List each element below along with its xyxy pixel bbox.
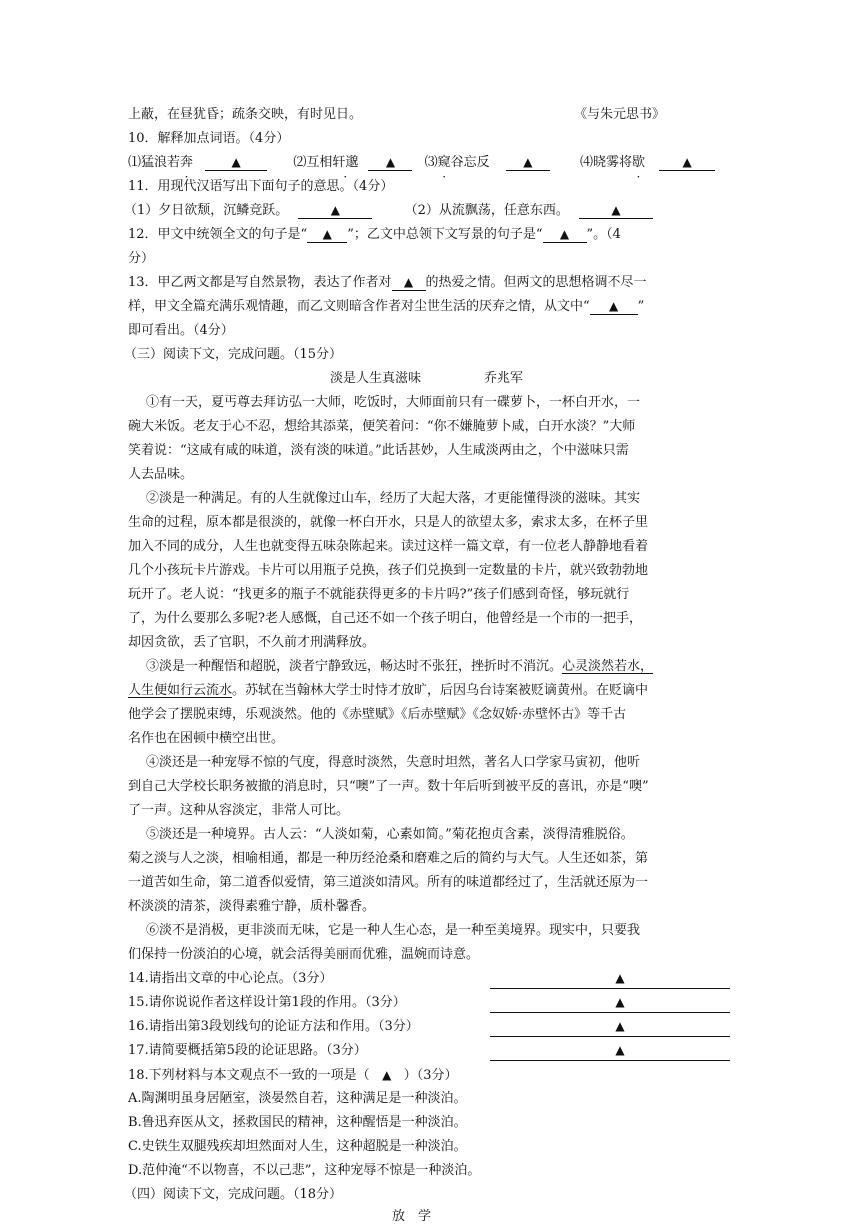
q10-item-4: ⑷晓雾将歇 <box>579 155 645 170</box>
q13-line-1: 13．甲乙两文都是写自然景物，表达了作者对 ▲ 的热爱之情。但两文的思想格调不尽一 <box>128 275 647 290</box>
para-2-line: 玩开了。老人说：“找更多的瓶子不就能获得更多的卡片吗?”孩子们感到奇怪，够玩就行 <box>128 587 630 602</box>
answer-blank[interactable]: ▲ <box>307 227 347 243</box>
para-2-line: 生命的过程，原本都是很淡的，就像一杯白开水，只是人的欲望太多，索求太多，在杯子里 <box>128 515 649 530</box>
answer-line[interactable]: ▲ <box>490 1016 730 1037</box>
answer-blank[interactable]: ▲ <box>205 155 267 171</box>
para-6-line: 们保持一份淡泊的心境，就会活得美丽而优雅，温婉而诗意。 <box>128 947 480 962</box>
q10-stem: 10．解释加点词语。（4分） <box>128 131 290 146</box>
passage-tail <box>128 104 362 126</box>
q12-cont: 分） <box>128 251 155 266</box>
q16-stem: 16.请指出第3段划线句的论证方法和作用。（3分） <box>128 1019 419 1034</box>
section-4-heading: （四）阅读下文，完成问题。（18分） <box>124 1187 343 1202</box>
q11-sentence-1: （1）夕日欲颓，沉鳞竞跃。 <box>124 203 289 218</box>
answer-blank[interactable]: ▲ <box>298 203 372 219</box>
q13-line-2: 样，甲文全篇充满乐观情趣，而乙文则暗含作者对尘世生活的厌弃之情，从文中“ ▲ ” <box>128 299 645 314</box>
q11-stem: 11．用现代汉语写出下面句子的意思。（4分） <box>128 179 394 194</box>
para-4-line: 了一声。这种从容淡定，非常人可比。 <box>128 803 350 818</box>
section-4-title: 放 学 <box>392 1209 432 1224</box>
para-3-line: 人生便如行云流水。苏轼在当翰林大学士时恃才放旷，后因乌台诗案被贬谪黄州。在贬谪中 <box>128 683 649 698</box>
answer-line[interactable]: ▲ <box>490 1040 730 1061</box>
answer-blank[interactable]: ▲ <box>590 299 638 315</box>
article-title: 淡是人生真滋味 <box>330 371 422 386</box>
para-5-line: ⑤淡还是一种境界。古人云：“人淡如菊，心素如简。”菊花抱贞含素，淡得清雅脱俗。 <box>146 827 634 842</box>
para-1-line: 笑着说：“这咸有咸的味道，淡有淡的味道。”此话甚妙，人生咸淡两由之，个中滋味只需 <box>128 443 629 458</box>
answer-blank[interactable]: ▲ <box>579 203 653 219</box>
para-3-line: 他学会了摆脱束缚，乐观淡然。他的《赤壁赋》《后赤壁赋》《念奴娇·赤壁怀古》等千古 <box>128 707 627 722</box>
para-3-line: ③淡是一种醒悟和超脱，淡者宁静致远，畅达时不张狂，挫折时不消沉。心灵淡然若水， <box>146 659 654 674</box>
para-4-line: ④淡还是一种宠辱不惊的气度，得意时淡然，失意时坦然，著名人口学家马寅初，他听 <box>146 755 641 770</box>
q18-option-a: A.陶渊明虽身居陋室，淡晏然自若，这种满足是一种淡泊。 <box>128 1091 467 1106</box>
q12-line: 12．甲文中统领全文的句子是“ ▲ ”；乙文中总领下文写景的句子是“ ▲ ”。（4 <box>128 227 621 242</box>
q14-stem: 14.请指出文章的中心论点。（3分） <box>128 971 333 986</box>
q10-item-3: ⑶窥谷忘反 <box>424 155 490 170</box>
q18-option-c: C.史铁生双腿残疾却坦然面对人生，这种超脱是一种淡泊。 <box>128 1139 467 1154</box>
passage-tail-text: 上蔽，在昼犹昏；疏条交映，有时见日。 <box>128 107 363 122</box>
answer-blank[interactable]: ▲ <box>368 155 412 171</box>
q13-line-3: 即可看出。（4分） <box>128 323 234 338</box>
q18-option-b: B.鲁迅弃医从文，拯救国民的精神，这种醒悟是一种淡泊。 <box>128 1115 467 1130</box>
para-1-line: 人去品味。 <box>128 467 194 482</box>
q17-stem: 17.请简要概括第5段的论证思路。（3分） <box>128 1043 367 1058</box>
answer-blank[interactable]: ▲ <box>506 155 550 171</box>
answer-line[interactable]: ▲ <box>490 992 730 1013</box>
para-5-line: 菊之淡与人之淡，相喻相通，都是一种历经沧桑和磨难之后的简约与大气。人生还如茶，第 <box>128 851 649 866</box>
passage-source <box>574 104 665 126</box>
para-6-line: ⑥淡不是消极，更非淡而无味，它是一种人生心态，是一种至美境界。现实中，只要我 <box>146 923 641 938</box>
para-2-line: ②淡是一种满足。有的人生就像过山车，经历了大起大落，才更能懂得淡的滋味。其实 <box>146 491 641 506</box>
para-3-line: 名作也在困顿中横空出世。 <box>128 731 285 746</box>
underlined-sentence: 人生便如行云流水 <box>128 683 233 698</box>
para-2-line: 加入不同的成分，人生也就变得五味杂陈起来。读过这样一篇文章，有一位老人静静地看着 <box>128 539 649 554</box>
para-2-line: 了，为什么要那么多呢?老人感慨，自己还不如一个孩子明白，他曾经是一个市的一把手， <box>128 611 642 626</box>
para-2-line: 几个小孩玩卡片游戏。卡片可以用瓶子兑换，孩子们兑换到一定数量的卡片，就兴致勃勃地 <box>128 563 649 578</box>
answer-blank[interactable]: ▲ <box>543 227 587 243</box>
q11-sentence-2: （2）从流飘荡，任意东西。 <box>404 203 569 218</box>
underlined-sentence: 心灵淡然若水， <box>562 659 654 674</box>
answer-blank[interactable]: ▲ <box>659 155 715 171</box>
answer-blank[interactable]: ▲ <box>392 275 426 291</box>
q11-sentences <box>124 200 653 222</box>
passage-source-text: 《与朱元思书》 <box>574 107 666 122</box>
para-1-line: ①有一天，夏丐尊去拜访弘一大师，吃饭时，大师面前只有一碟萝卜，一杯白开水，一 <box>146 395 641 410</box>
answer-bracket[interactable]: ▲ <box>382 1068 392 1082</box>
q18-option-d: D.范仲淹“不以物喜，不以己悲”，这种宠辱不惊是一种淡泊。 <box>128 1163 481 1178</box>
q10-items <box>128 152 715 174</box>
para-4-line: 到自己大学校长职务被撤的消息时，只“噢”了一声。数十年后听到被平反的喜讯，亦是“噢” <box>128 779 649 794</box>
para-5-line: 一道苦如生命，第二道香似爱情，第三道淡如清风。所有的味道都经过了，生活就还原为一 <box>128 875 649 890</box>
article-author: 乔兆军 <box>484 371 524 386</box>
q15-stem: 15.请你说说作者这样设计第1段的作用。（3分） <box>128 995 406 1010</box>
section-3-heading: （三）阅读下文，完成问题。（15分） <box>124 347 343 362</box>
q10-item-2: ⑵互相轩邈 <box>293 155 359 170</box>
q18-stem: 18.下列材料与本文观点不一致的一项是（ ▲ ）（3分） <box>128 1064 457 1086</box>
para-2-line: 却因贪欲，丢了官职，不久前才刑满释放。 <box>128 635 376 650</box>
para-5-line: 杯淡淡的清茶，淡得素雅宁静，质朴馨香。 <box>128 899 376 914</box>
para-1-line: 碗大米饭。老友于心不忍，想给其添菜，便笑着问：“你不嫌腌萝卜咸，白开水淡？”大师 <box>128 419 636 434</box>
answer-line[interactable]: ▲ <box>490 968 730 989</box>
q10-item-1: ⑴猛浪若奔 <box>128 155 194 170</box>
